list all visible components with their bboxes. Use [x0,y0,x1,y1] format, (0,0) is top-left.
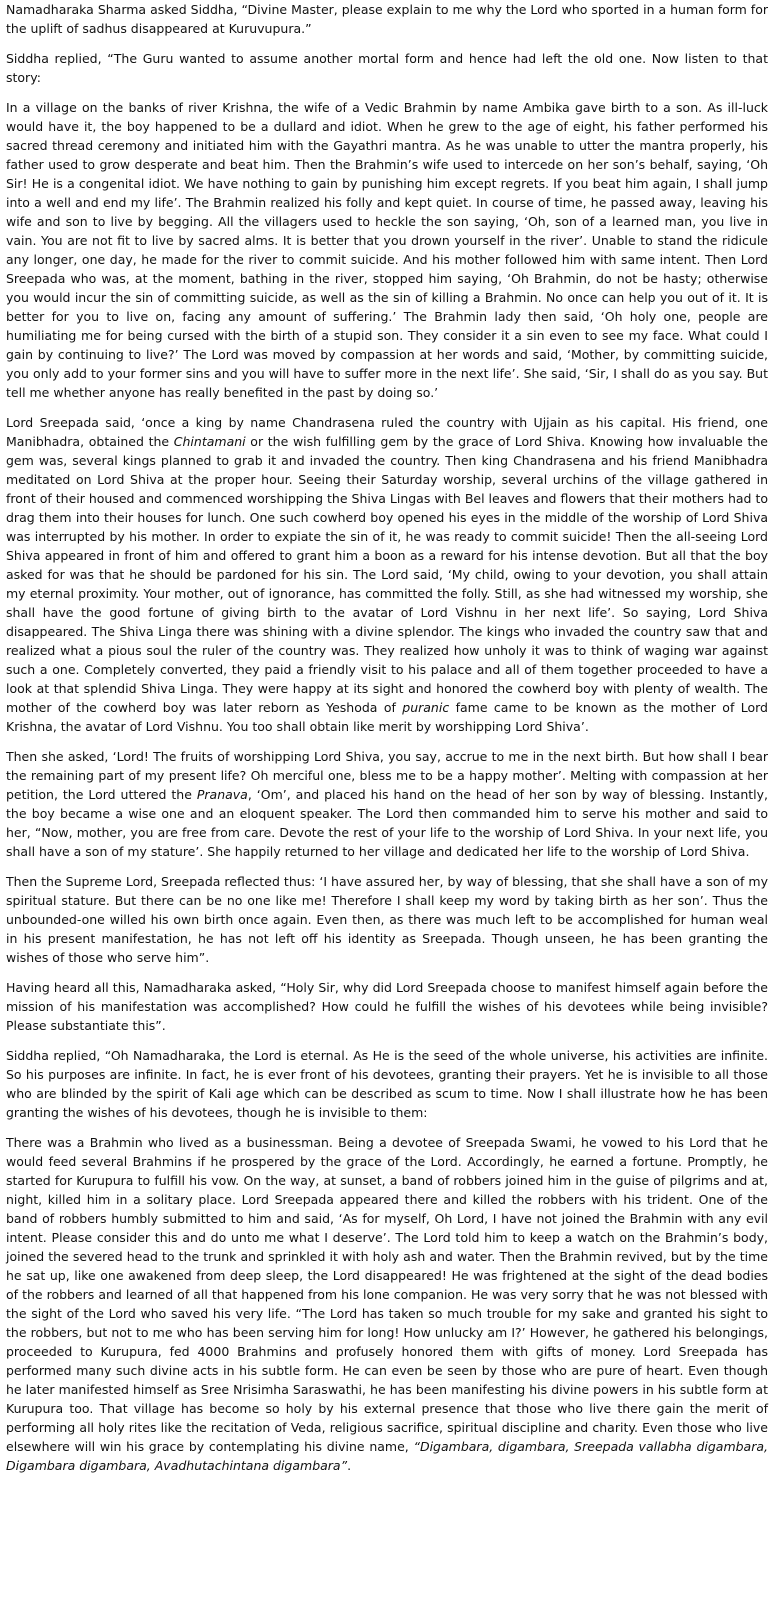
paragraph [6,49,768,87]
text-run: There was a Brahmin who lived as a businessman. Being a devotee of Sreepada Swami, he vowed to his Lord that he would feed several Brahmins if he prospered by the grace of the Lord. Accordingly, he earned a fortune. Promptly, he started for Kurupura to fulfill his vow. On the way, at sunset, a band of robbers joined him in the guise of pilgrims and at, night, killed him in a solitary place. Lord Sreepada appeared there and killed the robbers with his trident. One of the band of robbers humbly submitted to him and said, ‘As for myself, Oh Lord, I have not joined the Brahmin with any evil intent. Please consider this and do unto me what I deserve’. The Lord told him to keep a watch on the Brahmin’s body, joined the severed head to the trunk and sprinkled it with holy ash and water. Then the Brahmin revived, but by the time he sat up, like one awakened from deep sleep, the Lord disappeared! He was frightened at the sight of the dead bodies of the robbers and learned of all that happened from his lone companion. He was very sorry that he was not blessed with the sight of the Lord who saved his very life. “The Lord has taken so much trouble for my sake and granted his sight to the robbers, but not to me who has been serving him for long! How unlucky am I?’ However, he gathered his belongings, proceeded to Kurupura, fed 4000 Brahmins and profusely honored them with gifts of money. Lord Sreepada has performed many such divine acts in his subtle form. He can even be seen by those who are pure of heart. Even though he later manifested himself as Sree Nrisimha Saraswathi, he has been manifesting his divine powers in his subtle form at Kurupura too. That village has become so holy by his external presence that those who live there gain the merit of performing all holy rites like the recitation of Veda, religious sacrifice, spiritual discipline and charity. Even those who live elsewhere will win his grace by contemplating his divine name, [6,1135,768,1454]
text-run: Lord Sreepada said, ‘once a king by name Chandrasena ruled the country with Ujjain as his capital. His friend, one Manibhadra, obtained the [6,415,768,449]
text-run: Siddha replied, “The Guru wanted to assume another mortal form and hence had left the old one. Now listen to that story: [6,51,768,85]
paragraph [6,1046,768,1122]
text-run: , ‘Om’, and placed his hand on the head of her son by way of blessing. Instantly, the boy became a wise one and an eloquent speaker. The Lord then commanded him to serve his mother and said to her, “Now, mother, you are free from care. Devote the rest of your life to the worship of Lord Shiva. In your next life, you shall have a son of my stature’. She happily returned to her village and dedicated her life to the worship of Lord Shiva. [6,787,768,859]
italic-text-run: “Digambara, digambara, Sreepada vallabha digambara, Digambara digambara, Avadhutachintana digambara” [6,1439,768,1473]
paragraph [6,1133,768,1475]
paragraph [6,0,768,38]
paragraph [6,747,768,861]
text-run: or the wish fulfilling gem by the grace of Lord Shiva. Knowing how invaluable the gem was, several kings planned to grab it and invaded the country. Then king Chandrasena and his friend Manibhadra meditated on Lord Shiva at the proper hour. Seeing their Saturday worship, several urchins of the village gathered in front of their housed and commenced worshipping the Shiva Lingas with Bel leaves and flowers that their mothers had to drag them into their houses for lunch. One such cowherd boy opened his eyes in the middle of the worship of Lord Shiva was interrupted by his mother. In order to expiate the sin of it, he was ready to commit suicide! Then the all-seeing Lord Shiva appeared in front of him and offered to grant him a boon as a reward for his intense devotion. But all that the boy asked for was that he should be pardoned for his sin. The Lord said, ‘My child, owing to your devotion, you shall attain my eternal proximity. Your mother, out of ignorance, has committed the folly. Still, as she had witnessed my worship, she shall have the good fortune of giving birth to the avatar of Lord Vishnu in her next life’. So saying, Lord Shiva disappeared. The Shiva Linga there was shining with a divine splendor. The kings who invaded the country saw that and realized what a pious soul the ruler of the country was. They realized how unholy it was to think of waging war against such a one. Completely converted, they paid a friendly visit to his palace and all of them together proceeded to have a look at that splendid Shiva Linga. They were happy at its sight and honored the cowherd boy with plenty of wealth. The mother of the cowherd boy was later reborn as Yeshoda of [6,434,768,715]
italic-text-run: puranic [402,700,450,715]
italic-text-run: Pranava [196,787,248,802]
text-run: Siddha replied, “Oh Namadharaka, the Lord is eternal. As He is the seed of the whole universe, his activities are infinite. So his purposes are infinite. In fact, he is ever front of his devotees, granting their prayers. Yet he is invisible to all those who are blinded by the spirit of Kali age which can be described as scum to time. Now I shall illustrate how he has been granting the wishes of his devotees, though he is invisible to them: [6,1048,768,1120]
text-run: Having heard all this, Namadharaka asked, “Holy Sir, why did Lord Sreepada choose to manifest himself again before the mission of his manifestation was accomplished? How could he fulfill the wishes of his devotees while being invisible? Please substantiate this”. [6,980,768,1033]
paragraph [6,413,768,736]
text-run: In a village on the banks of river Krishna, the wife of a Vedic Brahmin by name Ambika gave birth to a son. As ill-luck would have it, the boy happened to be a dullard and idiot. When he grew to the age of eight, his father performed his sacred thread ceremony and initiated him with the Gayathri mantra. As he was unable to utter the mantra properly, his father used to grow desperate and beat him. Then the Brahmin’s wife used to intercede on her son’s behalf, saying, ‘Oh Sir! He is a congenital idiot. We have nothing to gain by punishing him except regrets. If you beat him again, I shall jump into a well and end my life’. The Brahmin realized his folly and kept quiet. In course of time, he passed away, leaving his wife and son to live by begging. All the villagers used to heckle the son saying, ‘Oh, son of a learned man, you live in vain. You are not fit to live by sacred alms. It is better that you drown yourself in the river’. Unable to stand the ridicule any longer, one day, he made for the river to commit suicide. And his mother followed him with same intent. Then Lord Sreepada who was, at the moment, bathing in the river, stopped him saying, ‘Oh Brahmin, do not be hasty; otherwise you would incur the sin of committing suicide, as well as the sin of killing a Brahmin. No once can help you out of it. It is better for you to live on, facing any amount of suffering.’ The Brahmin lady then said, ‘Oh holy one, people are humiliating me for being cursed with the birth of a stupid son. They consider it a sin even to see my face. What could I gain by continuing to live?’ The Lord was moved by compassion at her words and said, ‘Mother, by committing suicide, you only add to your former sins and you will have to suffer more in the next life’. She said, ‘Sir, I shall do as you say. But tell me whether anyone has really benefited in the past by doing so.’ [6,100,768,400]
italic-text-run: Chintamani [173,434,246,449]
paragraph [6,978,768,1035]
text-run: Then the Supreme Lord, Sreepada reflected thus: ‘I have assured her, by way of blessing, that she shall have a son of my spiritual stature. But there can be no one like me! Therefore I shall keep my word by taking birth as her son’. Thus the unbounded-one willed his own birth once again. Even then, as there was much left to be accomplished for human weal in his present manifestation, he has not left off his identity as Sreepada. Though unseen, he has been granting the wishes of those who serve him”. [6,874,768,965]
paragraph [6,98,768,402]
paragraph [6,872,768,967]
text-run: . [347,1458,352,1473]
text-run: fame came to be known as the mother of Lord Krishna, the avatar of Lord Vishnu. You too shall obtain like merit by worshipping Lord Shiva’. [6,700,768,734]
text-run: Namadharaka Sharma asked Siddha, “Divine Master, please explain to me why the Lord who sported in a human form for the uplift of sadhus disappeared at Kuruvupura.” [6,2,768,36]
text-run: Then she asked, ‘Lord! The fruits of worshipping Lord Shiva, you say, accrue to me in the next birth. But how shall I bear the remaining part of my present life? Oh merciful one, bless me to be a happy mother’. Melting with compassion at her petition, the Lord uttered the [6,749,768,802]
